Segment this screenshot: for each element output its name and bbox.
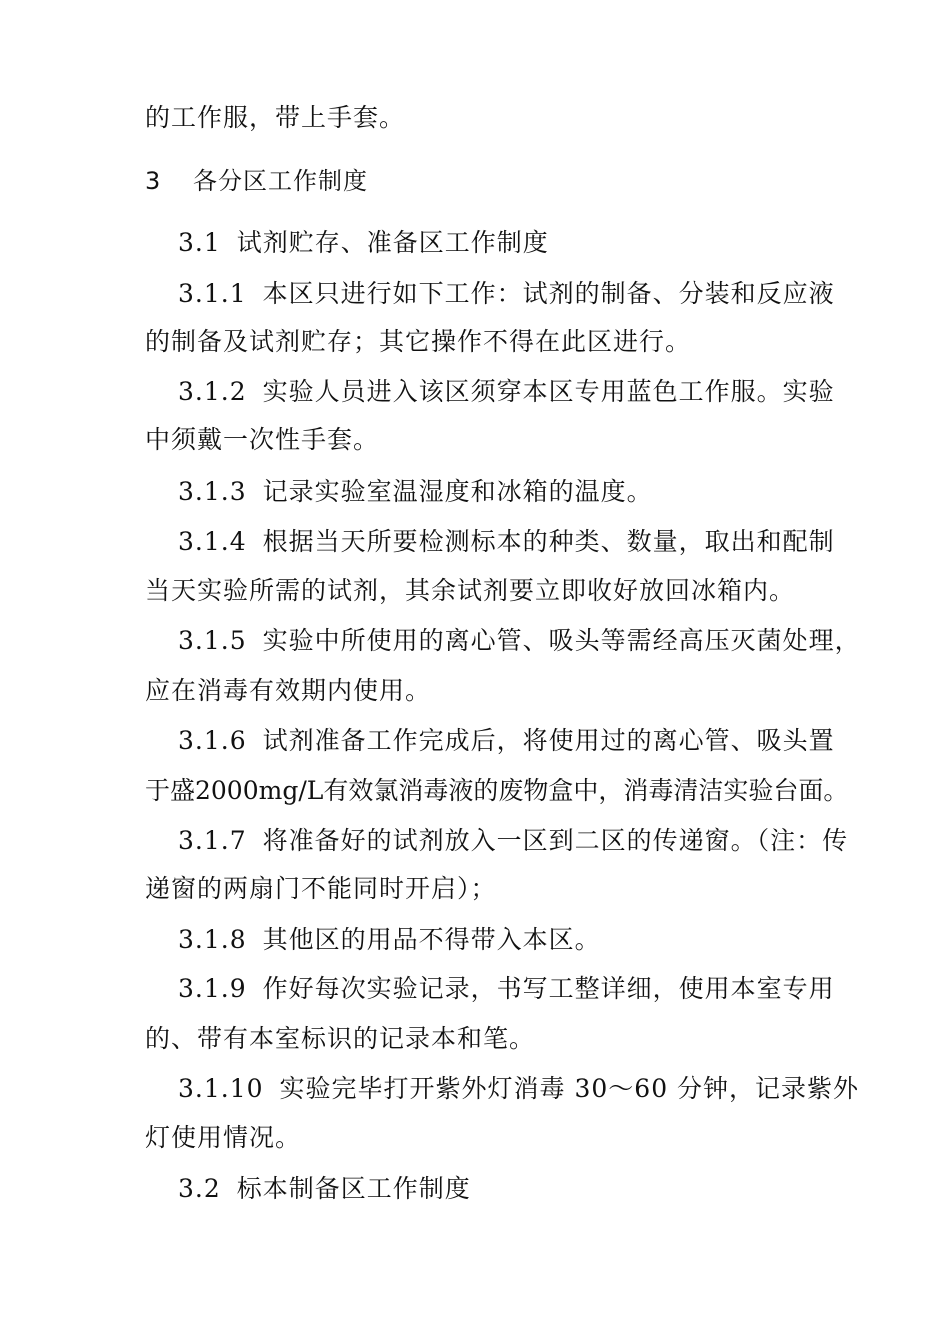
subsection-title: 试剂贮存、准备区工作制度 [236, 228, 549, 257]
section-heading [145, 166, 368, 196]
item-text-continued: 灯使用情况。 [145, 1123, 302, 1152]
item-number: 3.1.4 [178, 527, 247, 556]
item-text-continued: 应在消毒有效期内使用。 [145, 676, 432, 705]
item-number: 3.1.9 [178, 974, 247, 1003]
list-item [178, 726, 835, 756]
item-text-continued: 中须戴一次性手套。 [145, 425, 380, 454]
list-item [178, 974, 835, 1004]
subsection-number: 3.2 [178, 1174, 221, 1203]
item-number: 3.1.5 [178, 626, 247, 655]
list-item [178, 826, 849, 856]
item-text-continued: 的制备及试剂贮存；其它操作不得在此区进行。 [145, 327, 692, 356]
item-number: 3.1.6 [178, 726, 247, 755]
list-item [178, 527, 835, 557]
item-number: 3.1.10 [178, 1074, 264, 1103]
list-item [178, 626, 861, 656]
subsection-title: 标本制备区工作制度 [236, 1174, 471, 1203]
list-item [178, 377, 835, 407]
item-text: 将准备好的试剂放入一区到二区的传递窗。（注：传 [262, 826, 849, 855]
item-number: 3.1.2 [178, 377, 247, 406]
item-text: 其他区的用品不得带入本区。 [262, 925, 601, 954]
item-text: 实验中所使用的离心管、吸头等需经高压灭菌处理， [262, 626, 861, 655]
section-number: 3 [145, 167, 162, 195]
item-number: 3.1.1 [178, 279, 247, 308]
item-text: 试剂准备工作完成后，将使用过的离心管、吸头置 [262, 726, 835, 755]
item-text-continued: 当天实验所需的试剂，其余试剂要立即收好放回冰箱内。 [145, 576, 796, 605]
list-item [178, 477, 653, 507]
subsection-heading [178, 228, 549, 258]
item-text: 作好每次实验记录，书写工整详细，使用本室专用 [262, 974, 835, 1003]
subsection-heading [178, 1174, 471, 1204]
item-number: 3.1.3 [178, 477, 247, 506]
list-item [178, 1074, 860, 1104]
item-text: 根据当天所要检测标本的种类、数量，取出和配制 [262, 527, 835, 556]
item-text-continued: 于盛2000mg/L有效氯消毒液的废物盒中，消毒清洁实验台面。 [145, 776, 849, 805]
item-text: 实验完毕打开紫外灯消毒 30～60 分钟，记录紫外 [279, 1074, 860, 1103]
continuation-text: 的工作服，带上手套。 [145, 103, 406, 132]
list-item [178, 279, 835, 309]
item-text-continued: 递窗的两扇门不能同时开启）； [145, 874, 497, 903]
section-title: 各分区工作制度 [193, 167, 368, 195]
item-number: 3.1.8 [178, 925, 247, 954]
item-text: 记录实验室温湿度和冰箱的温度。 [262, 477, 653, 506]
item-text-continued: 的、带有本室标识的记录本和笔。 [145, 1024, 536, 1053]
list-item [178, 925, 601, 955]
item-text: 本区只进行如下工作：试剂的制备、分装和反应液 [262, 279, 835, 308]
item-number: 3.1.7 [178, 826, 247, 855]
subsection-number: 3.1 [178, 228, 221, 257]
item-text: 实验人员进入该区须穿本区专用蓝色工作服。实验 [262, 377, 835, 406]
